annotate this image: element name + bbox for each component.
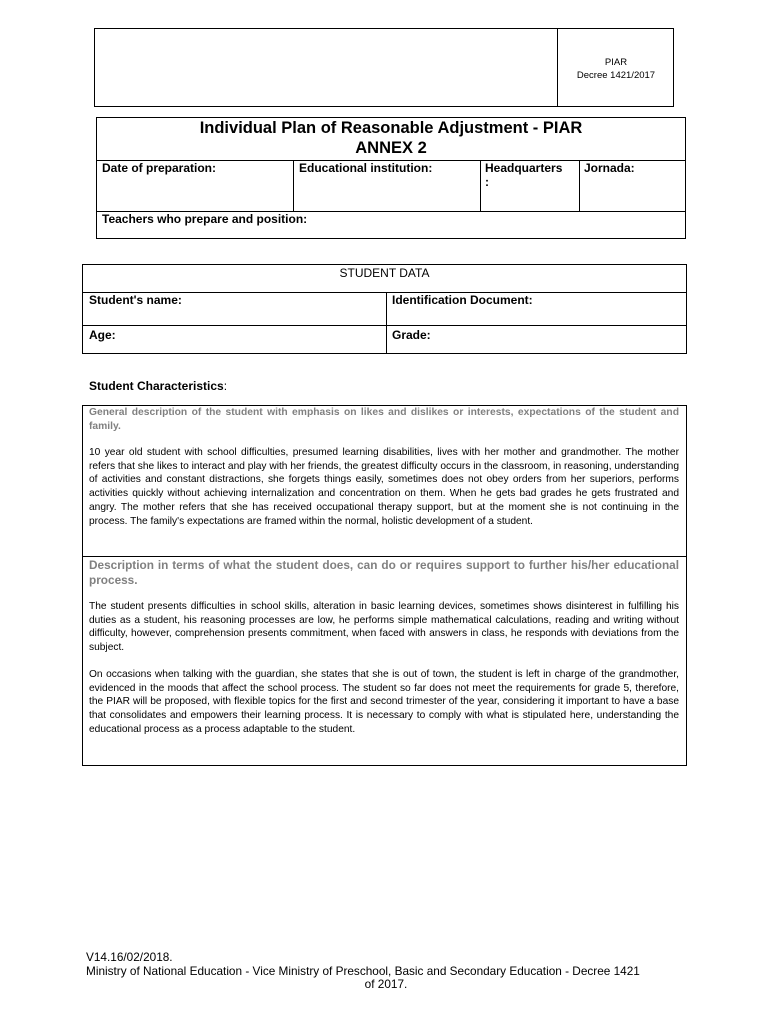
page-footer [86,951,686,992]
student-name-label: Student's name: [89,293,182,307]
support-description-text-2: On occasions when talking with the guardian, she states that she is out of town, the student is left in charge of the grandmother, evidenced in the moods that affect the school process. The student so far does not meet the requirements for grade 5, therefore, the PIAR will be proposed, with flexible topics for the first and second trimester of the year, considering it important to have a base that consolidates and empowers their learning process. It is necessary to comply with what is stipulated here, understanding the educational process as a process adaptable to the student. [89,669,679,735]
header-decree-label: Decree 1421/2017 [576,70,656,81]
characteristics-heading-colon: : [223,379,228,393]
header-reference [558,56,674,82]
header-piar-label: PIAR [604,57,628,68]
date-of-preparation-label: Date of preparation: [102,161,217,175]
teachers-label: Teachers who prepare and position: [102,212,308,226]
support-description-title: Description in terms of what the student does, can do or requires support to further his/her educational process. [89,558,679,587]
characteristics-heading-text: Student Characteristics [89,379,224,393]
piar-subtitle: ANNEX 2 [355,139,427,157]
footer-version: V14.16/02/2018. [86,950,173,964]
headquarters-colon: : [485,175,489,189]
support-description-text-1: The student presents difficulties in school skills, alteration in basic learning devices, sometimes shows disinterest in fulfilling his duties as a student, his reasoning processes are low, he performs simple mathematical calculations, reading and writing without difficulty, however, comprehension presents commitment, when faced with answers in class, he responds with deviations from the subject. [89,601,679,654]
headquarters-label: Headquarters [485,161,563,175]
educational-institution-label: Educational institution: [299,161,433,175]
footer-ministry-line-2: of 2017. [364,977,408,991]
age-label: Age: [89,328,116,342]
jornada-label: Jornada: [584,161,635,175]
general-description-title: General description of the student with emphasis on likes and dislikes or interests, expectations of the student and family. [89,407,679,432]
student-data-title: STUDENT DATA [339,266,430,280]
student-characteristics-heading [89,379,227,393]
identification-document-label: Identification Document: [392,293,533,307]
grade-label: Grade: [392,328,431,342]
piar-title: Individual Plan of Reasonable Adjustment - PIAR [199,119,583,137]
general-description-text: 10 year old student with school difficulties, presumed learning disabilities, lives with her mother and grandmother. The mother refers that she likes to interact and play with her friends, the greatest difficulty occurs in the classroom, in reasoning, understanding of activities and constant distractions, she forgets things easily, sometimes does not obey orders from her superiors, performs activities quickly without achieving internalization and concentration on them. When he gets bad grades he gets frustrated and angry. The mother refers that she has received occupational therapy support, but at the moment she is not continuing in the process. The family's expectations are framed within the normal, holistic development of a student. [89,447,679,527]
footer-ministry-line: Ministry of National Education - Vice Ministry of Preschool, Basic and Secondary Education - Decree 1421 [86,963,640,978]
